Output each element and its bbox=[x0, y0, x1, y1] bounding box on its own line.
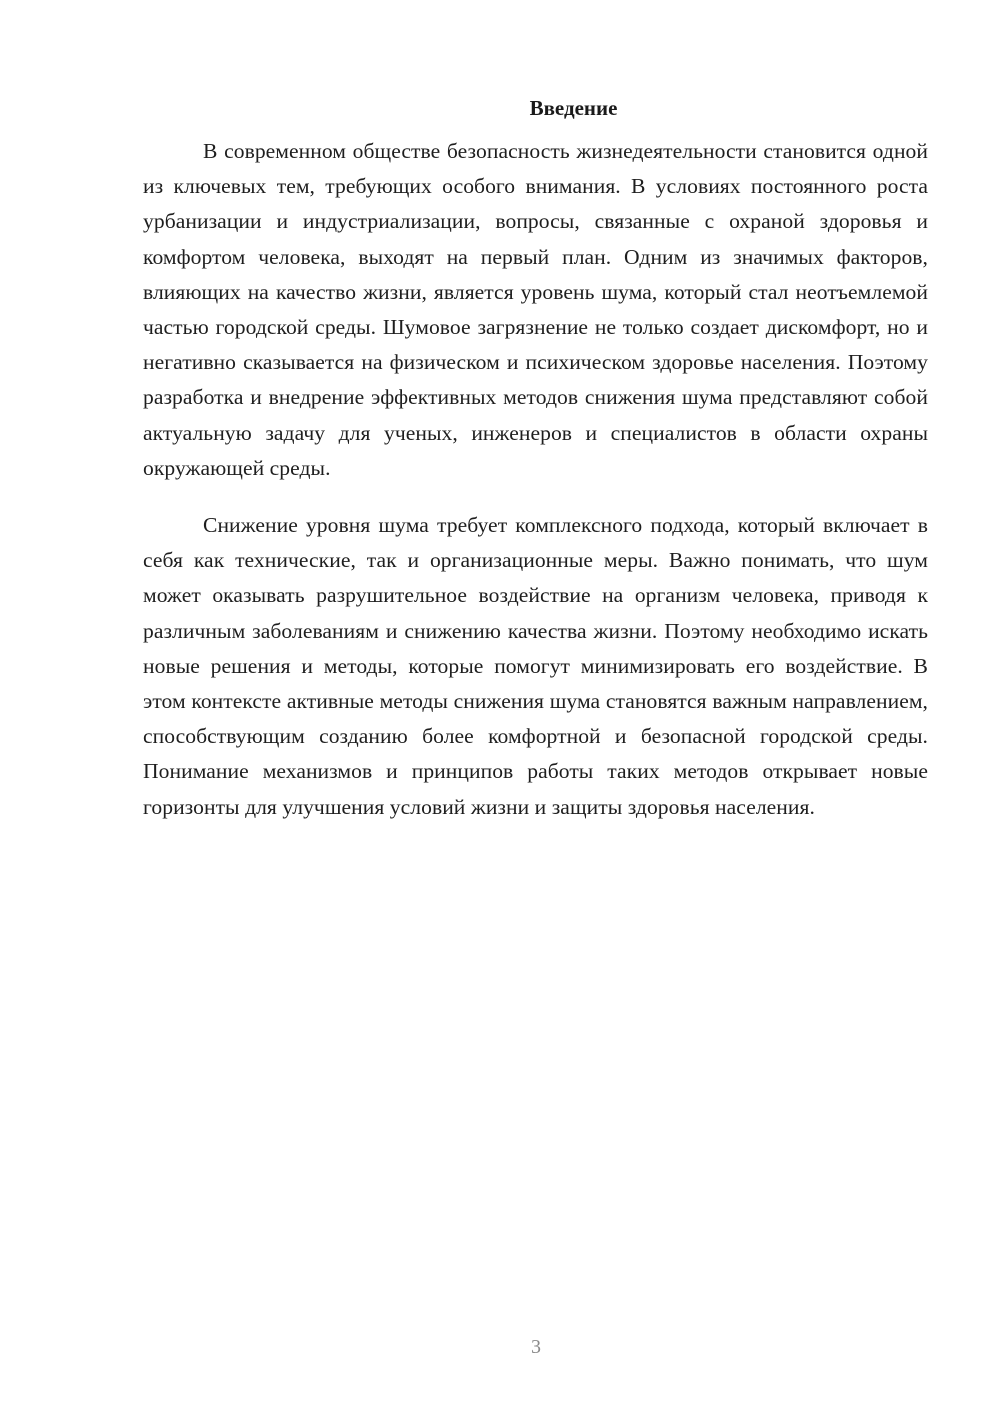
page-number: 3 bbox=[531, 1336, 541, 1358]
page-content bbox=[143, 92, 928, 825]
paragraph-1: В современном обществе безопасность жизнедеятельности становится одной из ключевых тем, требующих особого внимания. В условиях постоянного роста урбанизации и индустриализации, вопросы, связанные с охраной здоровья и комфортом человека, выходят на первый план. Одним из значимых факторов, влияющих на качество жизни, является уровень шума, который стал неотъемлемой частью городской среды. Шумовое загрязнение не только создает дискомфорт, но и негативно сказывается на физическом и психическом здоровье населения. Поэтому разработка и внедрение эффективных методов снижения шума представляют собой актуальную задачу для ученых, инженеров и специалистов в области охраны окружающей среды. bbox=[143, 139, 928, 480]
paragraph-2: Снижение уровня шума требует комплексного подхода, который включает в себя как технические, так и организационные меры. Важно понимать, что шум может оказывать разрушительное воздействие на организм человека, приводя к различным заболеваниям и снижению качества жизни. Поэтому необходимо искать новые решения и методы, которые помогут минимизировать его воздействие. В этом контексте активные методы снижения шума становятся важным направлением, способствующим созданию более комфортной и безопасной городской среды. Понимание механизмов и принципов работы таких методов открывает новые горизонты для улучшения условий жизни и защиты здоровья населения. bbox=[143, 513, 928, 819]
section-heading: Введение bbox=[529, 96, 618, 120]
